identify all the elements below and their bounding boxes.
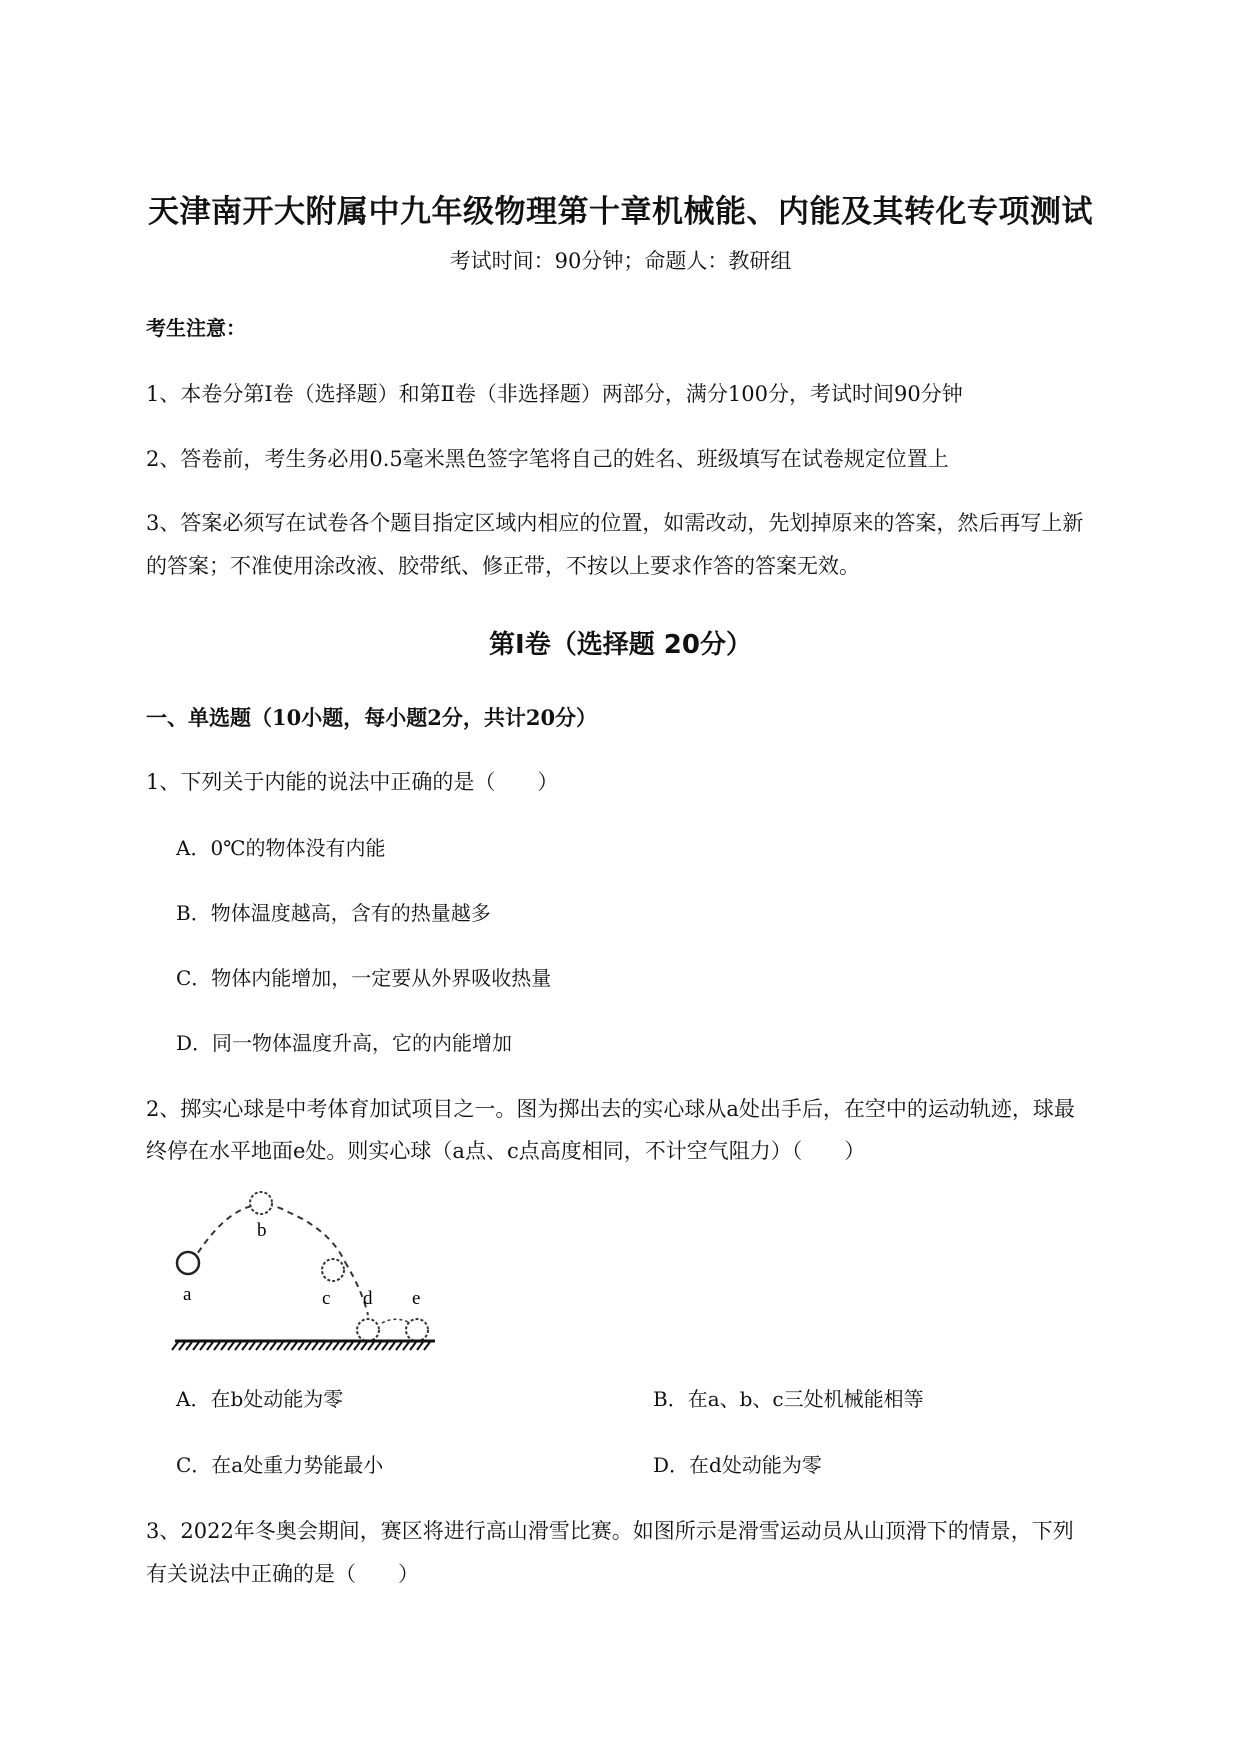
exam-subtitle: 考试时间：90分钟；命题人：教研组: [449, 249, 792, 273]
ground-hatch-mark: [207, 1342, 213, 1350]
question-2-option-d[interactable]: D．在d处动能为零: [653, 1453, 822, 1477]
ground-hatching: [172, 1342, 430, 1350]
label-c: c: [322, 1288, 331, 1309]
question-1-option-d[interactable]: D．同一物体温度升高，它的内能增加: [176, 1031, 513, 1055]
notice-heading: 考生注意：: [146, 316, 246, 340]
ground-hatch-mark: [270, 1342, 276, 1350]
notice-item: 1、本卷分第Ⅰ卷（选择题）和第Ⅱ卷（非选择题）两部分，满分100分，考试时间90分钟: [146, 382, 963, 406]
ground-hatch-mark: [312, 1342, 318, 1350]
ground-hatch-mark: [200, 1342, 206, 1350]
ball-d: [357, 1319, 379, 1341]
ground-hatch-mark: [389, 1342, 395, 1350]
section-title: 第Ⅰ卷（选择题 20分）: [489, 630, 752, 660]
ground-hatch-mark: [424, 1342, 430, 1350]
ground-hatch-mark: [221, 1342, 227, 1350]
label-e: e: [412, 1288, 421, 1309]
ground-hatch-mark: [319, 1342, 325, 1350]
exam-title: 天津南开大附属中九年级物理第十章机械能、内能及其转化专项测试: [148, 194, 1093, 230]
ground-hatch-mark: [340, 1342, 346, 1350]
ground-hatch-mark: [277, 1342, 283, 1350]
ground-hatch-mark: [375, 1342, 381, 1350]
label-d: d: [363, 1288, 373, 1309]
question-1-stem: 1、下列关于内能的说法中正确的是（ ）: [146, 770, 559, 794]
question-1-option-c[interactable]: C．物体内能增加，一定要从外界吸收热量: [176, 966, 552, 990]
ground-hatch-mark: [284, 1342, 290, 1350]
ground-hatch-mark: [242, 1342, 248, 1350]
notice-item: 2、答卷前，考生务必用0.5毫米黑色签字笔将自己的姓名、班级填写在试卷规定位置上: [146, 447, 949, 471]
part-heading: 一、单选题（10小题，每小题2分，共计20分）: [146, 705, 598, 730]
ground-hatch-mark: [396, 1342, 402, 1350]
question-1-option-a[interactable]: A．0℃的物体没有内能: [176, 836, 386, 860]
ground-hatch-mark: [382, 1342, 388, 1350]
ground-hatch-mark: [228, 1342, 234, 1350]
ball-e: [406, 1319, 428, 1341]
ground-hatch-mark: [179, 1342, 185, 1350]
question-2-option-a[interactable]: A．在b处动能为零: [176, 1387, 344, 1411]
ground-hatch-mark: [214, 1342, 220, 1350]
ground-hatch-mark: [193, 1342, 199, 1350]
ground-hatch-mark: [256, 1342, 262, 1350]
ground-hatch-mark: [326, 1342, 332, 1350]
ground-hatch-mark: [263, 1342, 269, 1350]
ground-hatch-mark: [361, 1342, 367, 1350]
question-2-stem: 2、掷实心球是中考体育加试项目之一。图为掷出去的实心球从a处出手后，在空中的运动轨迹，球最: [146, 1097, 1075, 1121]
question-1-option-b[interactable]: B．物体温度越高，含有的热量越多: [176, 901, 491, 925]
trajectory-path: [192, 1205, 345, 1262]
question-2-option-c[interactable]: C．在a处重力势能最小: [176, 1453, 384, 1477]
ground-hatch-mark: [172, 1342, 178, 1350]
ground-hatch-mark: [249, 1342, 255, 1350]
label-b: b: [257, 1220, 267, 1241]
ground-hatch-mark: [417, 1342, 423, 1350]
ground-hatch-mark: [368, 1342, 374, 1350]
question-2-stem: 终停在水平地面e处。则实心球（a点、c点高度相同，不计空气阻力）（ ）: [146, 1139, 866, 1163]
label-a: a: [183, 1284, 192, 1305]
ground-hatch-mark: [354, 1342, 360, 1350]
trajectory-path: [382, 1319, 408, 1323]
question-3-stem: 3、2022年冬奥会期间，赛区将进行高山滑雪比赛。如图所示是滑雪运动员从山顶滑下的情景，下列: [146, 1519, 1074, 1543]
trajectory-figure: [170, 1190, 445, 1355]
ground-hatch-mark: [403, 1342, 409, 1350]
ground-hatch-mark: [333, 1342, 339, 1350]
ball-b: [250, 1192, 272, 1214]
ground-hatch-mark: [235, 1342, 241, 1350]
question-2-option-b[interactable]: B．在a、b、c三处机械能相等: [653, 1387, 924, 1411]
ground-hatch-mark: [291, 1342, 297, 1350]
question-3-stem: 有关说法中正确的是（ ）: [146, 1562, 419, 1586]
notice-item: 的答案；不准使用涂改液、胶带纸、修正带，不按以上要求作答的答案无效。: [146, 554, 860, 578]
ball-a: [177, 1252, 199, 1274]
ground-hatch-mark: [298, 1342, 304, 1350]
ground-hatch-mark: [410, 1342, 416, 1350]
ground-hatch-mark: [347, 1342, 353, 1350]
ground-hatch-mark: [305, 1342, 311, 1350]
ground-hatch-mark: [186, 1342, 192, 1350]
ball-c: [322, 1259, 344, 1281]
notice-item: 3、答案必须写在试卷各个题目指定区域内相应的位置，如需改动，先划掉原来的答案，然后再写上新: [146, 511, 1084, 535]
